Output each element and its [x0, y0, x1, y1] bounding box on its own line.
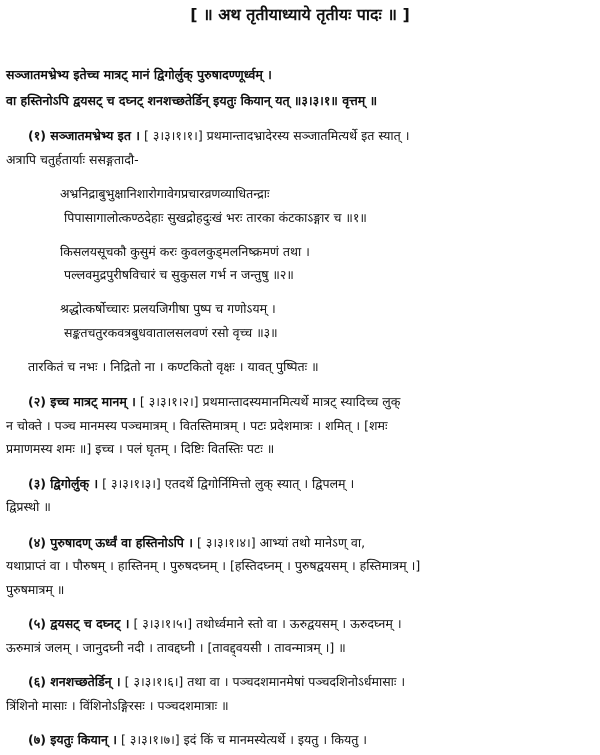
sutra-6-text: [ ३।३।१।६।] तथा वा । पञ्चदशमानमेषां पञ्चदशिनोऽर्धमासाः ।: [120, 674, 406, 689]
sutra-3-text: [ ३।३।१।३।] एतदर्थे द्विगोर्निमित्तो लुक् स्यात् । द्विपलम् ।: [98, 476, 355, 491]
sutra-2-line-2: न चोक्ते । पञ्च मानमस्य पञ्चमात्रम् । वितस्तिमात्रम् । पटः प्रदेशमात्रः । शमित् । [शमः: [6, 418, 388, 433]
sutra-7: [28, 731, 367, 749]
sutra-4-heading: (४) पुरुषादण् ऊर्ध्वं वा हस्तिनोऽपि ।: [28, 535, 193, 550]
sutra-1-examples: तारकितं च नभः । निद्रितो ना । कण्टकितो वृक्षः । यावत् पुष्पितः ॥: [28, 359, 319, 374]
verse-line-3: किसलयसूचकौ कुसुमं करः कुवलकुड्मलनिष्क्रमणं तथा ।: [60, 244, 310, 259]
sutra-1-heading: (१) सञ्जातमभ्रेभ्य इत ।: [28, 128, 141, 143]
sutra-4: [28, 534, 365, 552]
verse-line-4: पल्लवमुद्रपुरीषविचारं च सुकुसल गर्भ न जन्तुषु ॥२॥: [64, 267, 294, 282]
sutra-6: [28, 673, 405, 691]
sutra-3: [28, 475, 354, 493]
chapter-title: [ ॥ अथ तृतीयाध्याये तृतीयः पादः ॥ ]: [190, 5, 410, 24]
verse-line-5: श्रद्धोत्कर्षोच्चारः प्रलयजिगीषा पुष्प च गणोऽयम् ।: [60, 301, 276, 316]
sutra-2: [28, 393, 400, 411]
sutra-4-text: [ ३।३।१।४।] आभ्यां तथो मानेऽण् वा,: [193, 535, 366, 550]
sutra-4-line-2: यथाप्राप्तं वा । पौरुषम् । हास्तिनम् । पुरुषदघ्नम् । [हस्तिदघ्नम् । पुरुषद्वयसम् । हस्तिमात्रम् ।]: [6, 558, 421, 573]
sutra-5-text: [ ३।३।१।५।] तथोर्ध्वमाने स्तो वा । ऊरुद्वयसम् । ऊरुदघ्नम् ।: [129, 616, 402, 631]
verse-line-1: अभ्रनिद्राबुभुक्षानिशारोगावेगप्रचारव्रणव्याधितन्द्राः: [60, 186, 270, 201]
sutra-4-line-3: पुरुषमात्रम् ॥: [6, 582, 65, 597]
sutra-6-heading: (६) शनशच्छतेर्डिन् ।: [28, 674, 121, 689]
sutra-2-text: [ ३।३।१।२।] प्रथमान्तादस्यमानमित्यर्थे मात्रट् स्यादिच्च लुक्: [135, 394, 401, 409]
sutra-block-line-2: वा हस्तिनोऽपि द्वयसट् च दघ्नट् शनशच्छतेर्डिन् इयतुः कियान् यत् ॥३।३।१॥ वृत्तम् ॥: [6, 93, 378, 108]
sutra-1-line-2: अत्रापि चतुर्हतार्याः ससङ्गतादौ-: [6, 152, 139, 167]
sutra-7-heading: (७) इयतुः कियान् ।: [28, 732, 118, 747]
sutra-5-heading: (५) द्वयसट् च दघ्नट् ।: [28, 616, 130, 631]
sutra-7-text: [ ३।३।१।७।] इदं किं च मानमस्येत्यर्थे । इयतु । कियतु ।: [117, 732, 368, 747]
sutra-6-line-2: त्रिंशिनो मासाः । विंशिनोऽङ्गिरसः । पञ्चदशमात्राः ॥: [6, 698, 229, 713]
sutra-2-heading: (२) इच्च मात्रट् मानम् ।: [28, 394, 136, 409]
sutra-1: [28, 127, 410, 145]
sutra-5-line-2: ऊरुमात्रं जलम् । जानुदघ्नी नदी । तावद्दघ्नी । [तावद्द्वयसी । तावन्मात्रम् ।] ॥: [6, 640, 346, 655]
sutra-2-line-3: प्रमाणमस्य शमः ॥] इच्च । पलं घृतम् । दिष्टिः वितस्तिः पटः ॥: [6, 441, 275, 456]
sutra-3-line-2: द्विप्रस्थो ॥: [6, 499, 51, 514]
sutra-5: [28, 615, 402, 633]
verse-line-6: सङ्कतचतुरकवत्रबुधवातालसलवणं रसो वृच्च ॥३॥: [64, 325, 278, 340]
sutra-block-line-1: सञ्जातमभ्रेभ्य इतेच्च मात्रट् मानं द्विगोर्लुक् पुरुषादण्णूर्ध्वम् ।: [6, 67, 272, 82]
sutra-3-heading: (३) द्विगोर्लुक् ।: [28, 476, 99, 491]
sutra-1-text: [ ३।३।१।१।] प्रथमान्तादभ्रादेरस्य सञ्जातमित्यर्थे इत स्यात् ।: [140, 128, 410, 143]
verse-line-2: पिपासागालोत्कण्ठदेहाः सुखद्रोहदुःखं भरः तारका कंटकाऽङ्गार च ॥१॥: [64, 210, 367, 225]
